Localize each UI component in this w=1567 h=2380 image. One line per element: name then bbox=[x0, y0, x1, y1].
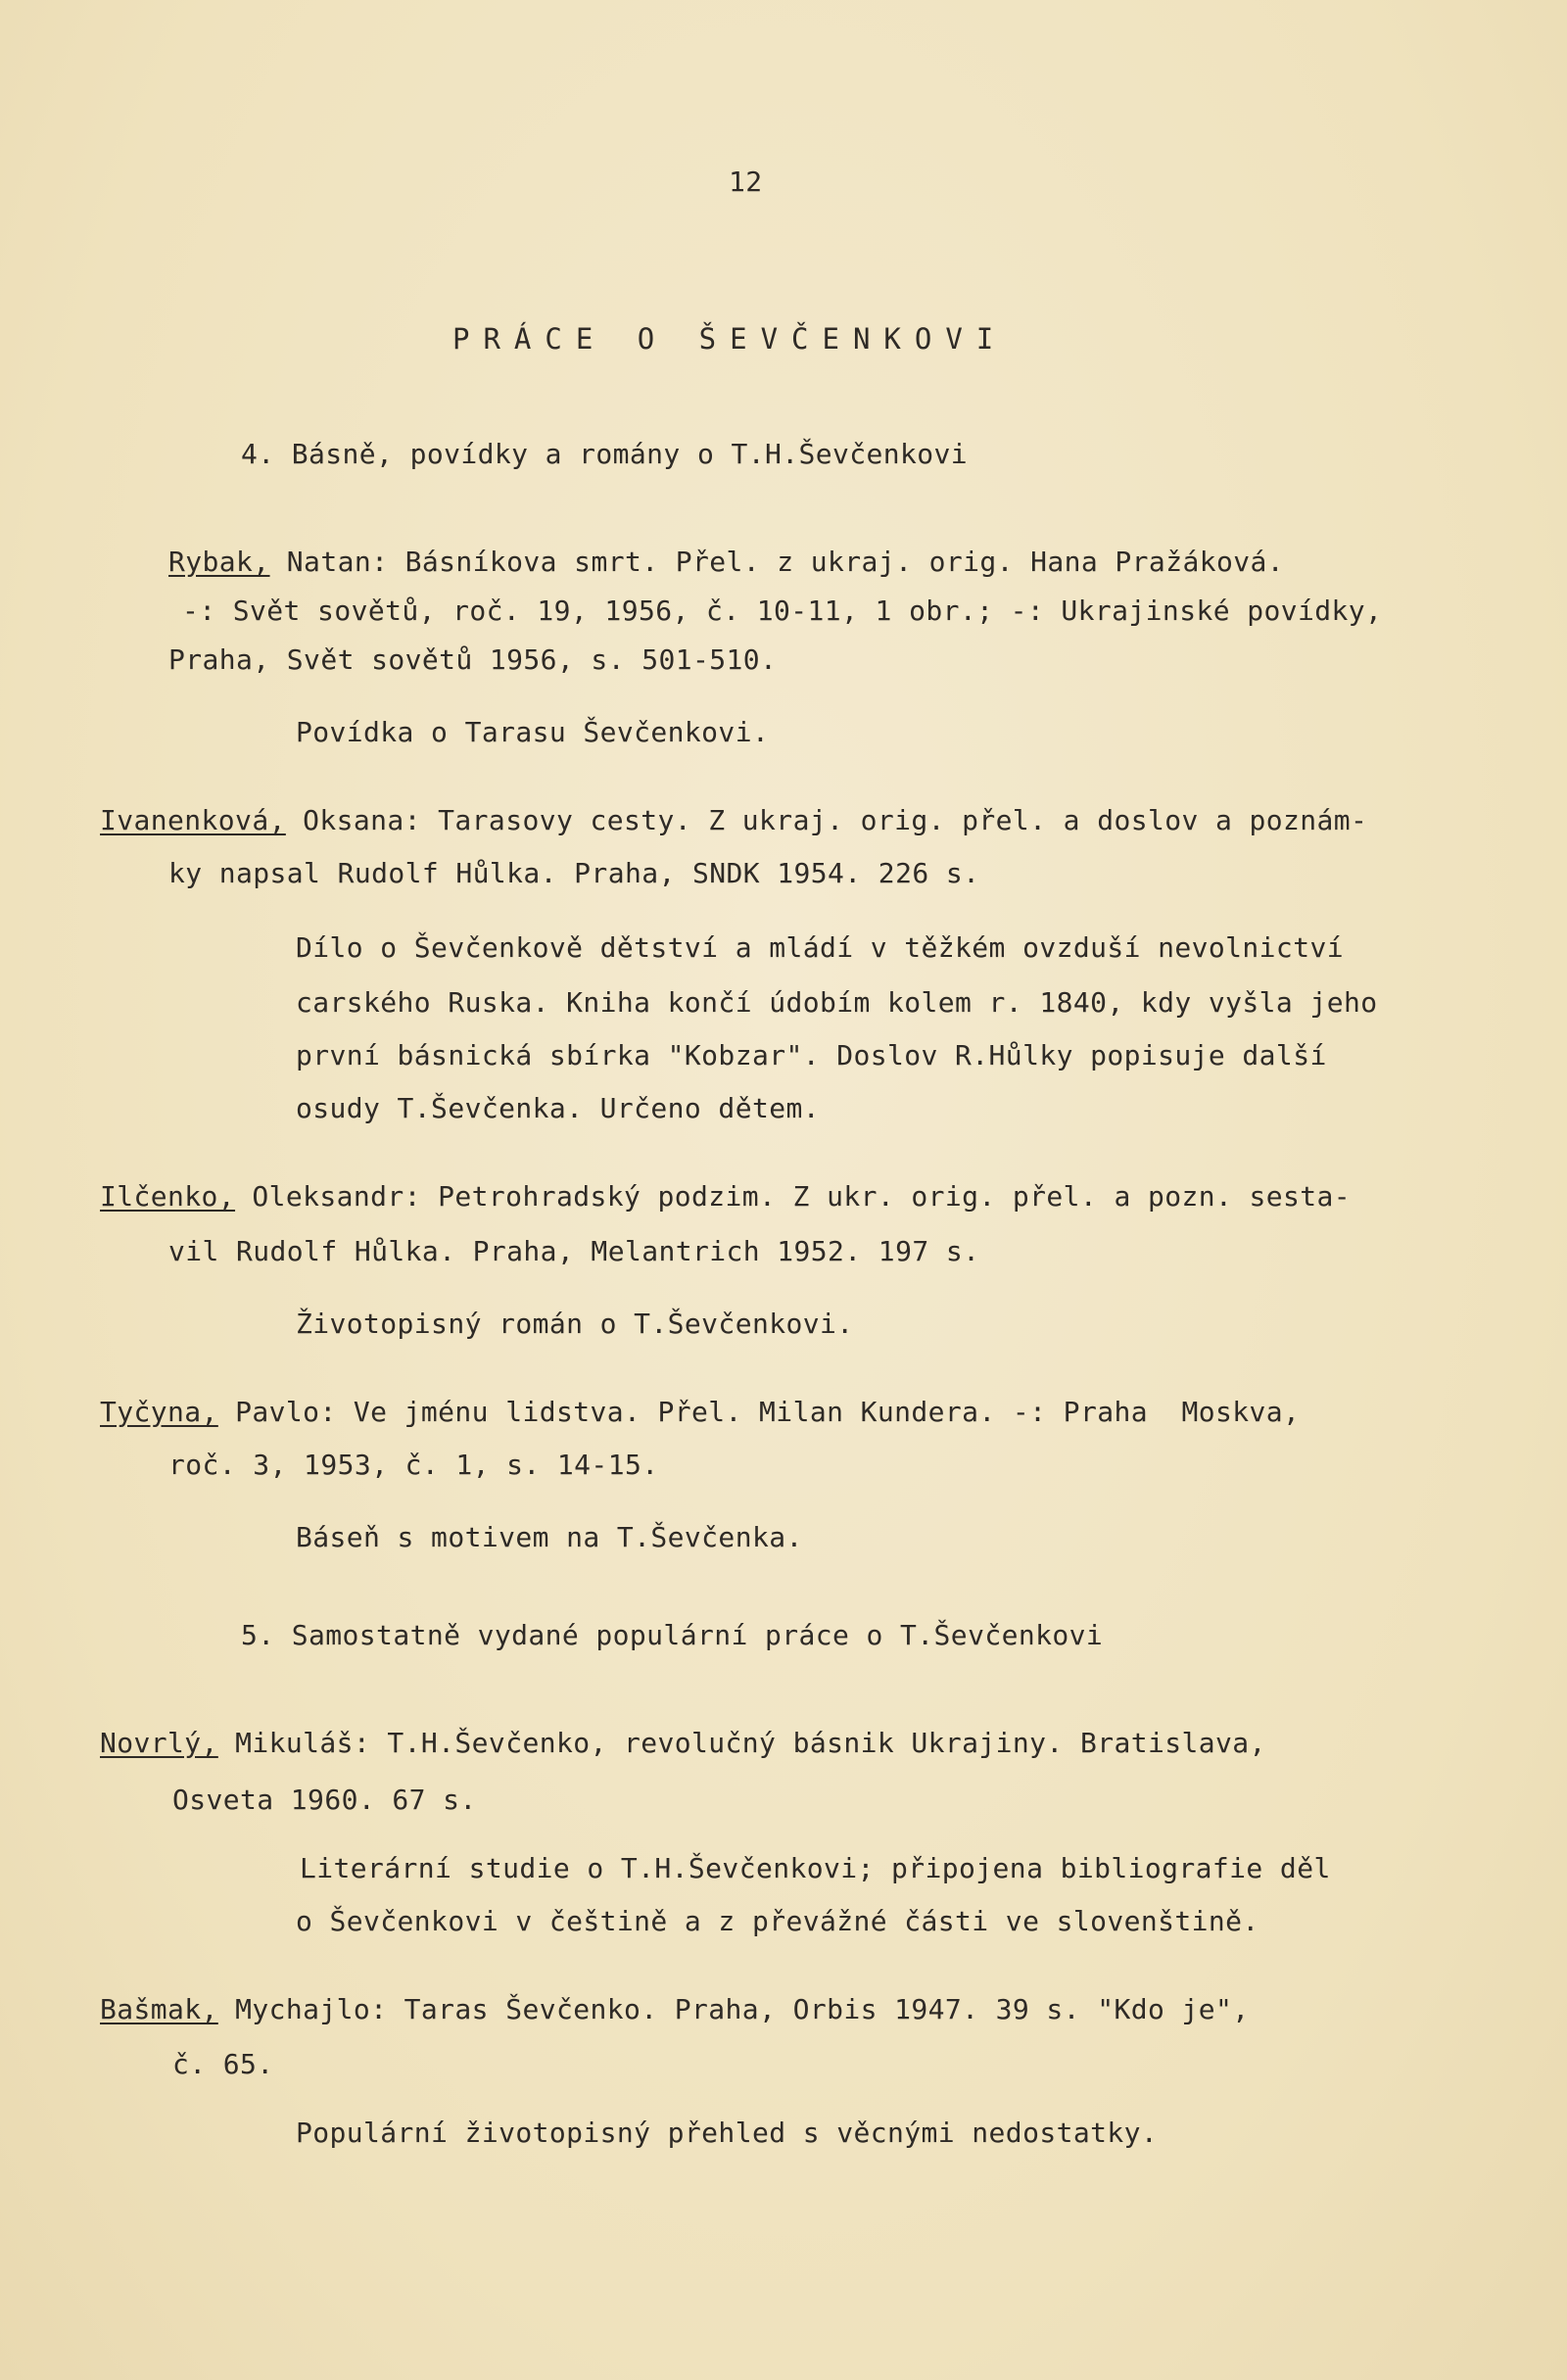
entry-note: osudy T.Ševčenka. Určeno dětem. bbox=[296, 1092, 820, 1124]
entry-author: Ivanenková, bbox=[100, 804, 286, 836]
entry-author: Tyčyna, bbox=[100, 1396, 218, 1428]
entry-line: ky napsal Rudolf Hůlka. Praha, SNDK 1954. 226 s. bbox=[168, 857, 980, 889]
entry-line: roč. 3, 1953, č. 1, s. 14-15. bbox=[168, 1449, 659, 1481]
page-title: PRÁCE O ŠEVČENKOVI bbox=[452, 322, 1008, 356]
entry-text: Mikuláš: T.H.Ševčenko, revolučný básnik Ukrajiny. Bratislava, bbox=[217, 1727, 1266, 1759]
entry-line bbox=[100, 803, 1367, 838]
entry-text: Oksana: Tarasovy cesty. Z ukraj. orig. přel. a doslov a poznám- bbox=[285, 804, 1368, 836]
entry-line bbox=[100, 1992, 1250, 2027]
entry-text: Mychajlo: Taras Ševčenko. Praha, Orbis 1947. 39 s. "Kdo je", bbox=[217, 1993, 1250, 2025]
entry-note: Životopisný román o T.Ševčenkovi. bbox=[296, 1308, 854, 1340]
section-heading-4: 4. Básně, povídky a romány o T.H.Ševčenkovi bbox=[241, 438, 969, 470]
entry-author: Rybak, bbox=[168, 546, 270, 578]
entry-text: Pavlo: Ve jménu lidstva. Přel. Milan Kundera. -: Praha Moskva, bbox=[217, 1396, 1301, 1428]
entry-author: Bašmak, bbox=[100, 1993, 218, 2025]
entry-author: Ilčenko, bbox=[100, 1180, 236, 1213]
entry-note: Populární životopisný přehled s věcnými nedostatky. bbox=[296, 2117, 1159, 2149]
entry-text: Natan: Básníkova smrt. Přel. z ukraj. orig. Hana Pražáková. bbox=[269, 546, 1284, 578]
entry-line: -: Svět sovětů, roč. 19, 1956, č. 10-11, 1 obr.; -: Ukrajinské povídky, bbox=[182, 595, 1383, 627]
entry-note: Povídka o Tarasu Ševčenkovi. bbox=[296, 716, 770, 748]
entry-note: carského Ruska. Kniha končí údobím kolem r. 1840, kdy vyšla jeho bbox=[296, 986, 1378, 1019]
entry-note: o Ševčenkovi v češtině a z převážné části ve slovenštině. bbox=[296, 1905, 1259, 1937]
entry-note: Báseň s motivem na T.Ševčenka. bbox=[296, 1521, 803, 1553]
entry-line: č. 65. bbox=[172, 2048, 274, 2080]
entry-text: Oleksandr: Petrohradský podzim. Z ukr. orig. přel. a pozn. sesta- bbox=[235, 1180, 1352, 1213]
entry-note: první básnická sbírka "Kobzar". Doslov R.Hůlky popisuje další bbox=[296, 1039, 1327, 1071]
section-heading-5: 5. Samostatně vydané populární práce o T.Ševčenkovi bbox=[241, 1619, 1104, 1651]
page-number: 12 bbox=[729, 166, 763, 198]
entry-line: vil Rudolf Hůlka. Praha, Melantrich 1952. 197 s. bbox=[168, 1235, 980, 1267]
entry-author: Novrlý, bbox=[100, 1727, 218, 1759]
entry-line: Osveta 1960. 67 s. bbox=[172, 1784, 477, 1816]
entry-line bbox=[168, 545, 1284, 580]
entry-note: Dílo o Ševčenkově dětství a mládí v těžkém ovzduší nevolnictví bbox=[296, 931, 1344, 964]
entry-line bbox=[100, 1395, 1300, 1430]
entry-line bbox=[100, 1179, 1351, 1214]
entry-line bbox=[100, 1726, 1266, 1761]
entry-note: Literární studie o T.H.Ševčenkovi; připojena bibliografie děl bbox=[300, 1852, 1331, 1884]
entry-line: Praha, Svět sovětů 1956, s. 501-510. bbox=[168, 643, 778, 676]
